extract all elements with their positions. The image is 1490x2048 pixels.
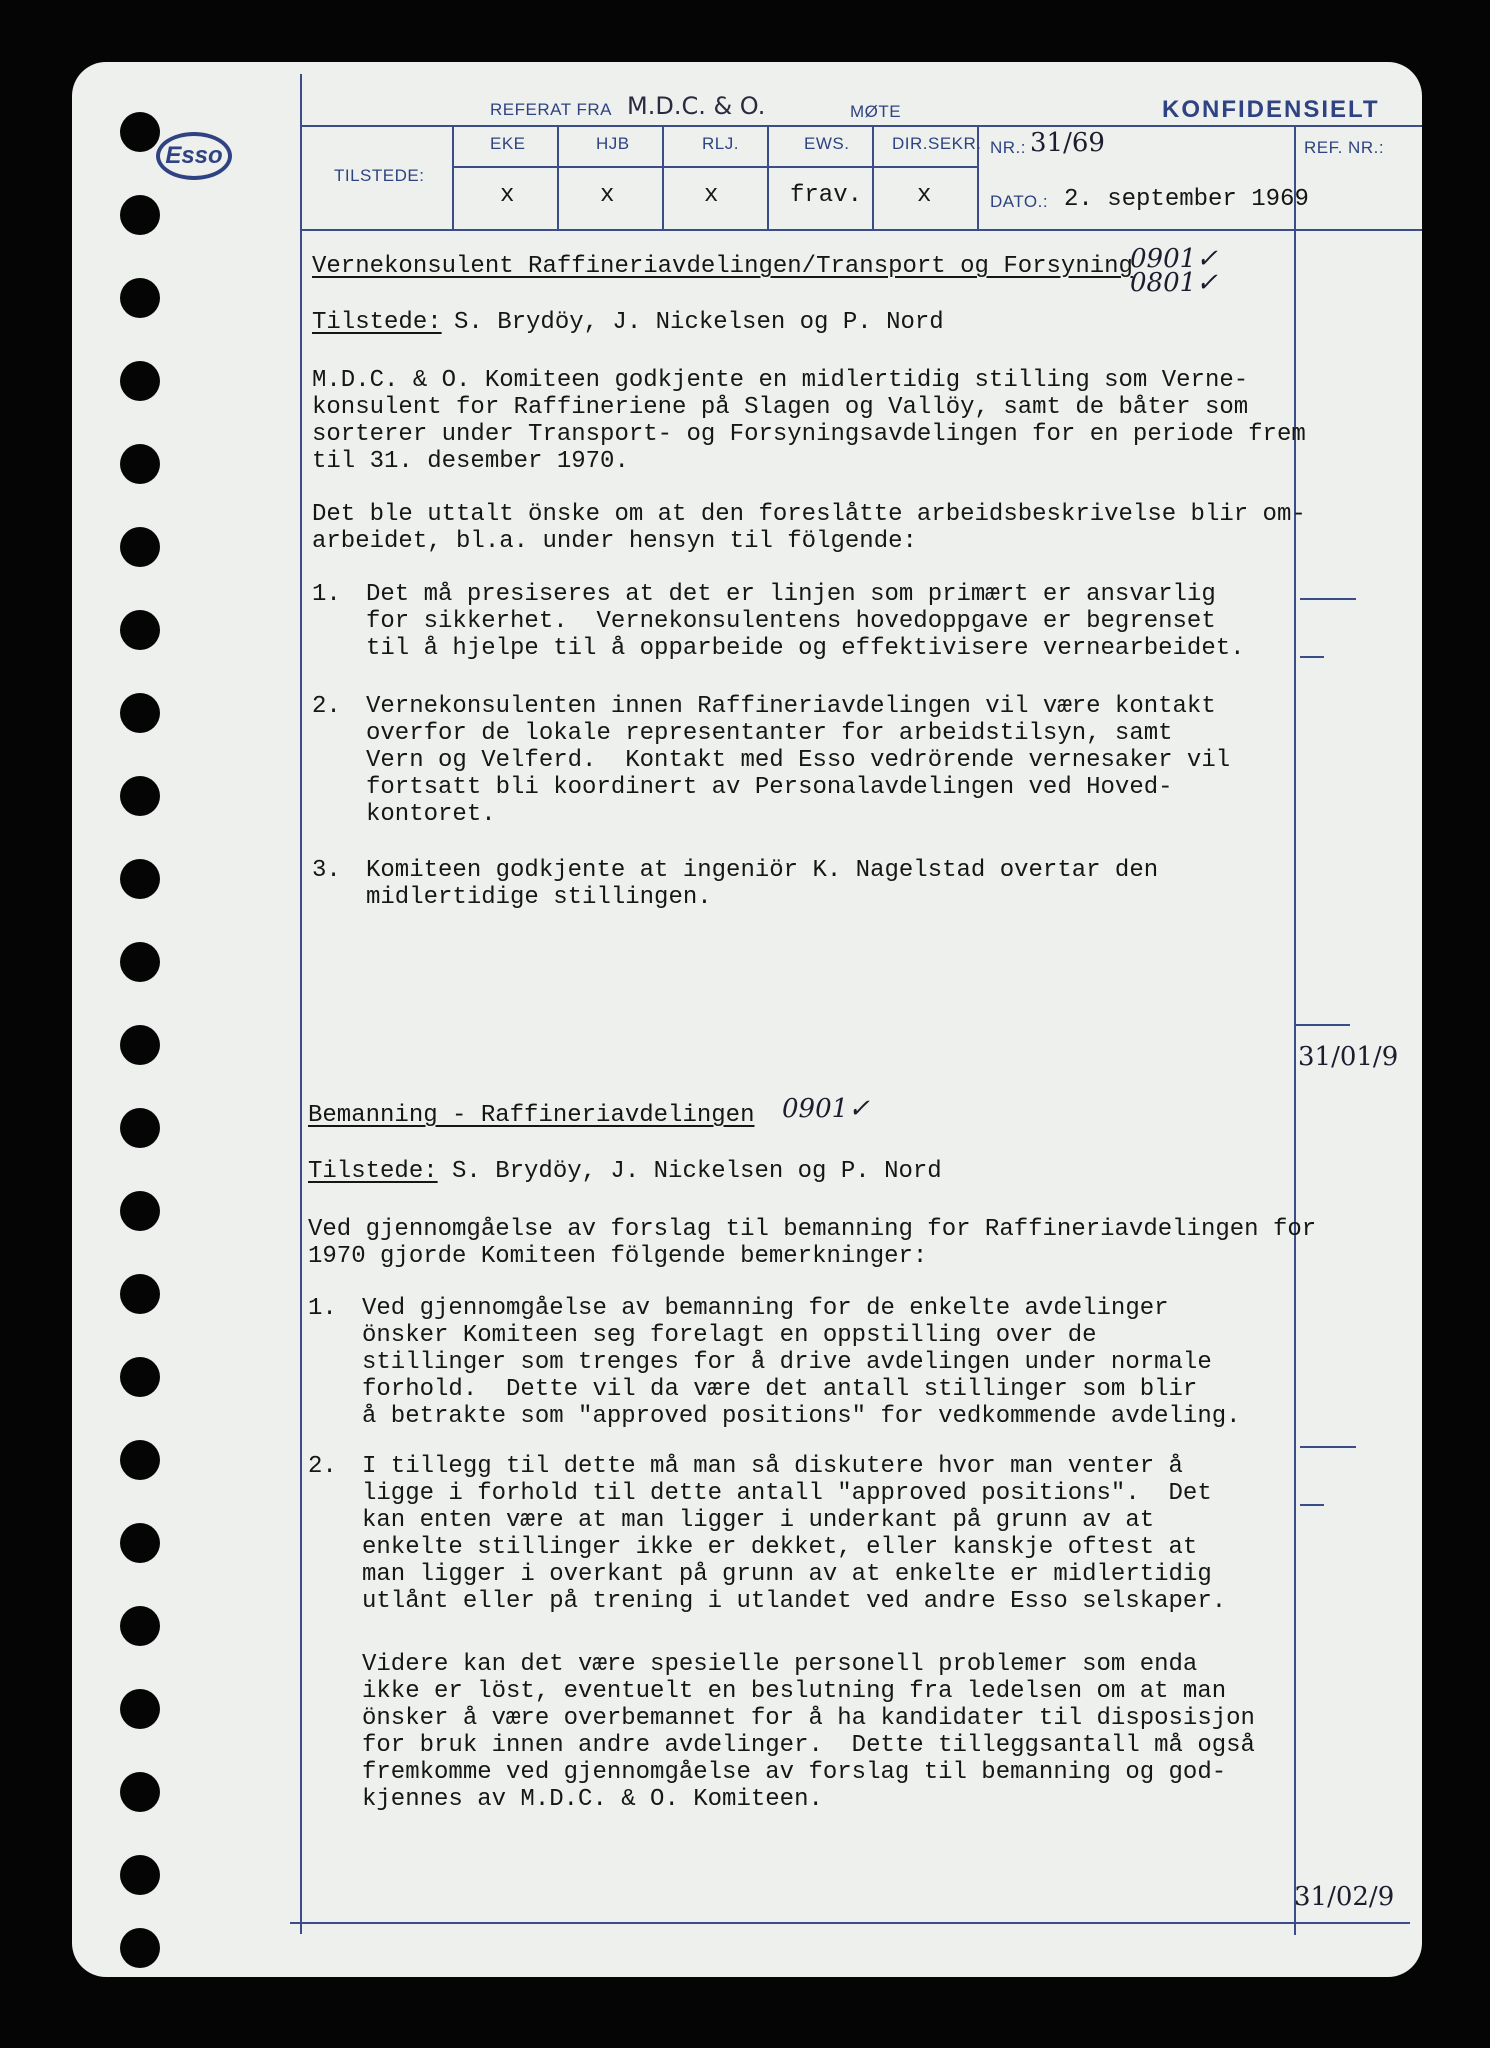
binder-hole [120,1440,160,1480]
binder-hole [120,859,160,899]
header-divider [872,125,874,229]
section1-heading: Vernekonsulent Raffineriavdelingen/Transport og Forsyning [312,253,1133,280]
section2-item-number: 2. [308,1453,337,1480]
column-header-hjb: HJB [596,134,630,153]
binder-hole [120,1025,160,1065]
binder-hole [120,1357,160,1397]
binder-hole [120,112,160,152]
margin-mark [1300,1446,1356,1448]
column-header-rlj: RLJ. [702,134,739,153]
attendance-mark-ews: frav. [790,182,863,209]
binder-hole [120,1855,160,1895]
section2-item-text: I tillegg til dette må man så diskutere hvor man venter å ligge i forhold til dette antall "approved positions". Det kan enten være at man ligger i underkant på grunn av at enkelte stillinger ikke er dekket, eller kanskje oftest at man ligger i overkant på grunn av at enkelte er midlertidig utlånt eller på trening i utlandet ved andre Esso selskaper. [362,1453,1227,1615]
referat-value: M.D.C. & O. [627,92,766,120]
binder-hole [120,1523,160,1563]
binder-hole [120,278,160,318]
referat-label: REFERAT FRA [490,100,612,119]
section1-item-text: Komiteen godkjente at ingeniör K. Nagelstad overtar den midlertidige stillingen. [366,857,1159,911]
header-divider [557,125,559,229]
mote-label: MØTE [850,102,902,121]
section2-reference: 31/02/9 [1294,1882,1395,1912]
header-divider [452,125,454,229]
attendance-mark-dirsekr: x [917,182,932,209]
binder-hole [120,444,160,484]
binder-hole [120,1928,160,1968]
section2-paragraph: Ved gjennomgåelse av forslag til bemanning for Raffineriavdelingen for 1970 gjorde Komiteen fölgende bemerkninger: [308,1216,1317,1270]
header-divider [767,125,769,229]
header-column-rule [452,166,977,168]
header-left-border [300,74,302,1934]
section2-note-0901: 0901✓ [782,1094,870,1124]
section1-tilstede-label: Tilstede: [312,309,442,336]
document-page [72,62,1422,1977]
column-header-ews: EWS. [804,134,850,153]
section2-item-text: Ved gjennomgåelse av bemanning for de enkelte avdelinger önsker Komiteen seg forelagt en oppstilling over de stillinger som trenges for å drive avdelingen under normale forhold. Dette vil da være det antall stillinger som blir å betrakte som "approved positions" for vedkommende avdeling. [362,1295,1241,1430]
attendance-mark-eke: x [500,182,515,209]
section2-tilstede-label: Tilstede: [308,1158,438,1185]
ref-nr-label: REF. NR.: [1304,138,1385,157]
binder-hole [120,361,160,401]
binder-hole [120,776,160,816]
section1-note-0801: 0801✓ [1130,268,1218,298]
header-bottom-rule [300,229,1422,231]
tilstede-header-label: TILSTEDE: [334,166,425,185]
binder-hole [120,1606,160,1646]
section1-reference: 31/01/9 [1298,1042,1399,1072]
section1-tilstede-value: S. Brydöy, J. Nickelsen og P. Nord [454,309,944,336]
section2-paragraph: Videre kan det være spesielle personell problemer som enda ikke er löst, eventuelt en beslutning fra ledelsen om at man önsker å være overbemannet for å ha kandidater til disposisjon for bruk innen andre avdelinger. Dette tilleggsantall må også fremkomme ved gjennomgåelse av forslag til bemanning og god- kjennes av M.D.C. & O. Komiteen. [362,1651,1255,1813]
margin-mark [1300,1504,1324,1506]
column-header-dirsekr: DIR.SEKR. [892,134,982,153]
binder-hole [120,195,160,235]
binder-hole [120,693,160,733]
binder-hole [120,942,160,982]
binder-hole [120,527,160,567]
binder-hole [120,1108,160,1148]
margin-mark [1300,656,1324,658]
column-header-eke: EKE [490,134,526,153]
esso-logo: Esso [156,132,232,180]
section1-paragraph: M.D.C. & O. Komiteen godkjente en midlertidig stilling som Verne- konsulent for Raffineriene på Slagen og Vallöy, samt de båter som sorterer under Transport- og Forsyningsavdelingen for en periode frem til 31. desember 1970. [312,367,1306,475]
header-top-rule [300,125,1422,127]
section1-item-number: 1. [312,581,341,608]
binder-hole [120,1689,160,1729]
attendance-mark-rlj: x [704,182,719,209]
section2-heading: Bemanning - Raffineriavdelingen [308,1102,755,1129]
margin-mark [1300,598,1356,600]
section2-item-number: 1. [308,1295,337,1322]
section1-paragraph: Det ble uttalt önske om at den foreslåtte arbeidsbeskrivelse blir om- arbeidet, bl.a. under hensyn til fölgende: [312,501,1306,555]
section2-tilstede-value: S. Brydöy, J. Nickelsen og P. Nord [452,1158,942,1185]
binder-hole [120,1772,160,1812]
section1-item-number: 3. [312,857,341,884]
section1-note-0901: 0901✓ [1130,244,1218,274]
attendance-mark-hjb: x [600,182,615,209]
margin-mark [1294,1024,1350,1026]
dato-label: DATO.: [990,192,1049,211]
section1-item-text: Vernekonsulenten innen Raffineriavdelingen vil være kontakt overfor de lokale representanter for arbeidstilsyn, samt Vern og Velferd. Kontakt med Esso vedrörende vernesaker vil fortsatt bli koordinert av Personalavdelingen ved Hoved- kontoret. [366,693,1231,828]
binder-hole [120,610,160,650]
nr-label: NR.: [990,138,1026,157]
header-divider [662,125,664,229]
nr-value: 31/69 [1030,128,1105,158]
binder-hole [120,1274,160,1314]
section1-item-text: Det må presiseres at det er linjen som primært er ansvarlig for sikkerhet. Vernekonsulentens hovedoppgave er begrenset til å hjelpe til å opparbeide og effektivisere vernearbeidet. [366,581,1245,662]
section1-item-number: 2. [312,693,341,720]
document-title: KONFIDENSIELT [1162,96,1380,123]
dato-value: 2. september 1969 [1064,186,1309,213]
page-bottom-rule [290,1922,1410,1924]
binder-hole [120,1191,160,1231]
